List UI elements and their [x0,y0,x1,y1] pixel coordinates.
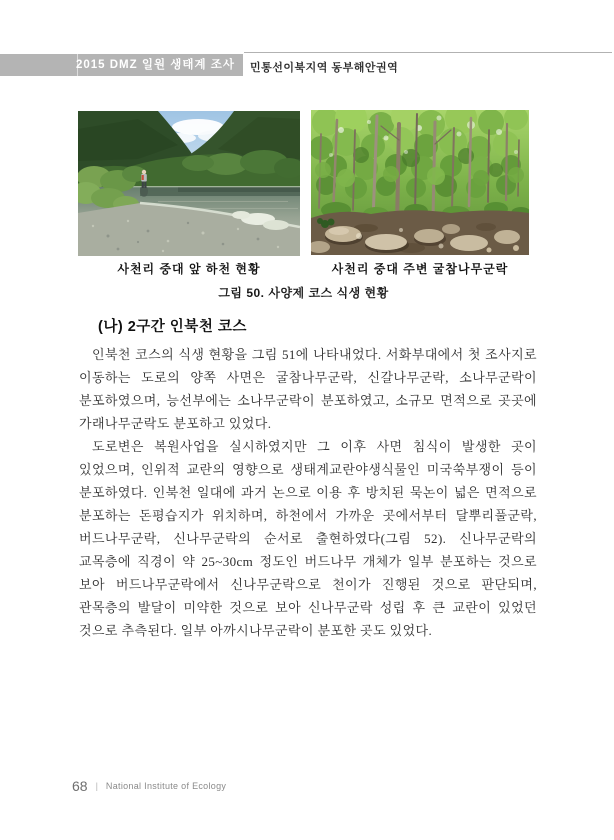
photo-caption-right: 사천리 중대 주변 굴참나무군락 [331,262,509,276]
section-heading: (나) 2구간 인북천 코스 [98,319,247,335]
figure-caption: 그림 50. 사양제 코스 식생 현황 [218,286,389,300]
institute-name: National Institute of Ecology [105,781,227,791]
chapter-title: 민통선이북지역 동부해안권역 [250,62,399,74]
body-text [79,343,537,642]
photo-caption-left: 사천리 중대 앞 하천 현황 [117,262,261,276]
forest-photo [311,110,529,255]
footer-separator: | [95,781,98,791]
body-paragraph: 인북천 코스의 식생 현황을 그림 51에 나타내었다. 서화부대에서 첫 조사지로 이동하는 도로의 양쪽 사면은 굴참나무군락, 신갈나무군락, 소나무군락이 분포하였으며, 능선부에는 소나무군락이 분포하였고, 소규모 면적으로 곳곳에 가래나무군락도 분포하고 있었다. [79,347,537,431]
river-photo-illustration [78,111,300,256]
report-title: 2015 DMZ 일원 생태계 조사 [75,59,235,71]
rocky-ground [311,210,529,255]
body-paragraph: 도로변은 복원사업을 실시하였지만 그 이후 사면 침식이 발생한 곳이 있었으며, 인위적 교란의 영향으로 생태계교란야생식물인 미국쑥부쟁이 등이 분포하였다. 인북천 일대에 과거 논으로 이용 후 방치된 묵논이 넓은 면적으로 분포하는 돈평습지가 위치하며, 하천에서 가까운 곳에서부터 달뿌리풀군락, 버드나무군락, 신나무군락의 순서로 출현하였다(그림 52). 신나무군락의 교목층에 직경이 약 25~30cm 정도인 버드나무 개체가 일부 분포하는 것으로 보아 버드나무군락에서 신나무군락으로 천이가 진행된 것으로 판단되며, 관목층의 발달이 미약한 것으로 보아 신나무군락 성립 후 큰 교란이 있었던 것으로 추측된다. 일부 아까시나무군락이 분포한 곳도 있었다. [79,439,537,638]
header-band [0,54,243,76]
forest-photo-illustration [311,110,529,255]
page-footer [72,778,226,794]
header-rule [244,52,612,53]
page-number: 68 [72,778,88,794]
river-photo [78,111,300,256]
